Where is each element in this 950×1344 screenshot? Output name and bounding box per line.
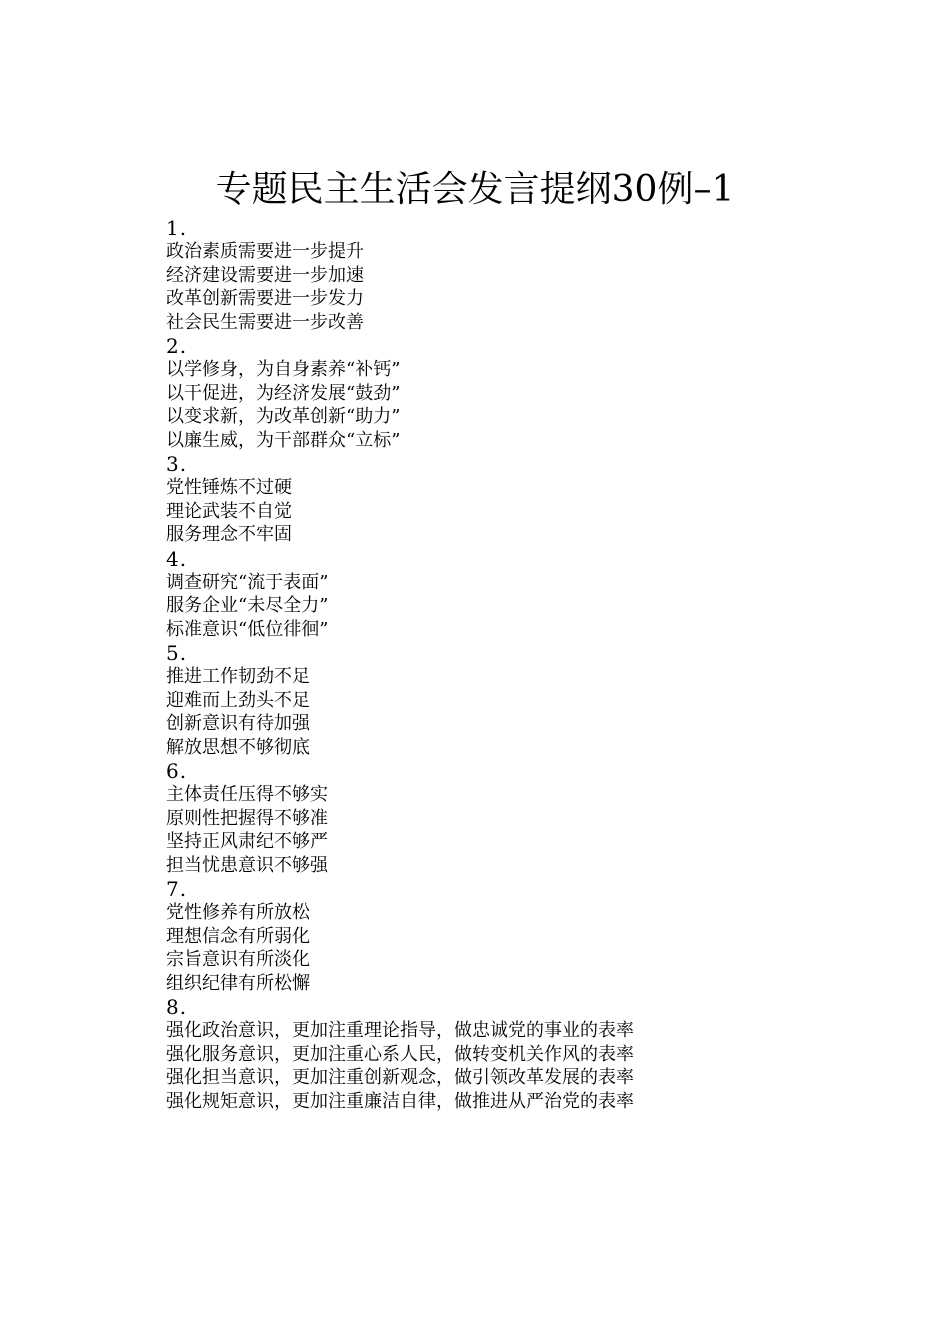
document-body — [166, 216, 866, 1113]
section-line: 推进工作韧劲不足 — [166, 666, 310, 687]
section-line: 服务理念不牢固 — [166, 524, 292, 545]
section-number: 4. — [166, 546, 188, 571]
section-line: 以干促进，为经济发展“鼓劲” — [166, 382, 401, 404]
section-number: 3. — [166, 452, 188, 476]
section-3 — [166, 452, 866, 547]
section-line: 改革创新需要进一步发力 — [166, 288, 364, 309]
section-number: 8. — [166, 995, 188, 1019]
section-line: 解放思想不够彻底 — [166, 736, 310, 758]
section-line: 组织纪律有所松懈 — [166, 972, 310, 994]
section-line: 以学修身，为自身素养“补钙” — [166, 359, 401, 380]
section-line: 以变求新，为改革创新“助力” — [166, 406, 401, 427]
section-1 — [166, 216, 866, 334]
section-number: 1. — [166, 216, 188, 240]
section-number: 5. — [166, 641, 188, 665]
section-line: 原则性把握得不够准 — [166, 807, 328, 829]
section-line: 党性锤炼不过硬 — [166, 477, 292, 498]
section-line: 理论武装不自觉 — [166, 500, 292, 522]
section-8 — [166, 995, 866, 1113]
section-line: 党性修养有所放松 — [166, 902, 310, 923]
section-line: 迎难而上劲头不足 — [166, 689, 310, 711]
section-5 — [166, 641, 866, 759]
section-line: 理想信念有所弱化 — [166, 925, 310, 947]
section-2 — [166, 334, 866, 452]
section-line: 强化担当意识，更加注重创新观念，做引领改革发展的表率 — [166, 1067, 634, 1088]
section-4 — [166, 547, 866, 642]
section-line: 标准意识“低位徘徊” — [166, 618, 329, 640]
section-line: 政治素质需要进一步提升 — [166, 241, 364, 262]
section-line: 宗旨意识有所淡化 — [166, 949, 310, 970]
section-number: 7. — [166, 877, 188, 901]
section-number: 2. — [166, 334, 188, 358]
section-line: 坚持正风肃纪不够严 — [166, 831, 328, 852]
section-line: 创新意识有待加强 — [166, 713, 310, 734]
section-line: 服务企业“未尽全力” — [166, 595, 329, 616]
section-line: 强化政治意识，更加注重理论指导，做忠诚党的事业的表率 — [166, 1020, 634, 1041]
section-6 — [166, 759, 866, 877]
section-number: 6. — [166, 759, 188, 783]
section-line: 社会民生需要进一步改善 — [166, 311, 364, 333]
section-line: 担当忧患意识不够强 — [166, 854, 328, 876]
section-7 — [166, 877, 866, 995]
section-line: 主体责任压得不够实 — [166, 784, 328, 805]
section-line: 经济建设需要进一步加速 — [166, 264, 364, 286]
section-line: 强化规矩意识，更加注重廉洁自律，做推进从严治党的表率 — [166, 1090, 634, 1112]
section-line: 调查研究“流于表面” — [166, 571, 329, 593]
section-line: 以廉生威，为干部群众“立标” — [166, 429, 401, 451]
section-line: 强化服务意识，更加注重心系人民，做转变机关作风的表率 — [166, 1043, 634, 1065]
document-title: 专题民主生活会发言提纲30例–1 — [215, 169, 735, 210]
